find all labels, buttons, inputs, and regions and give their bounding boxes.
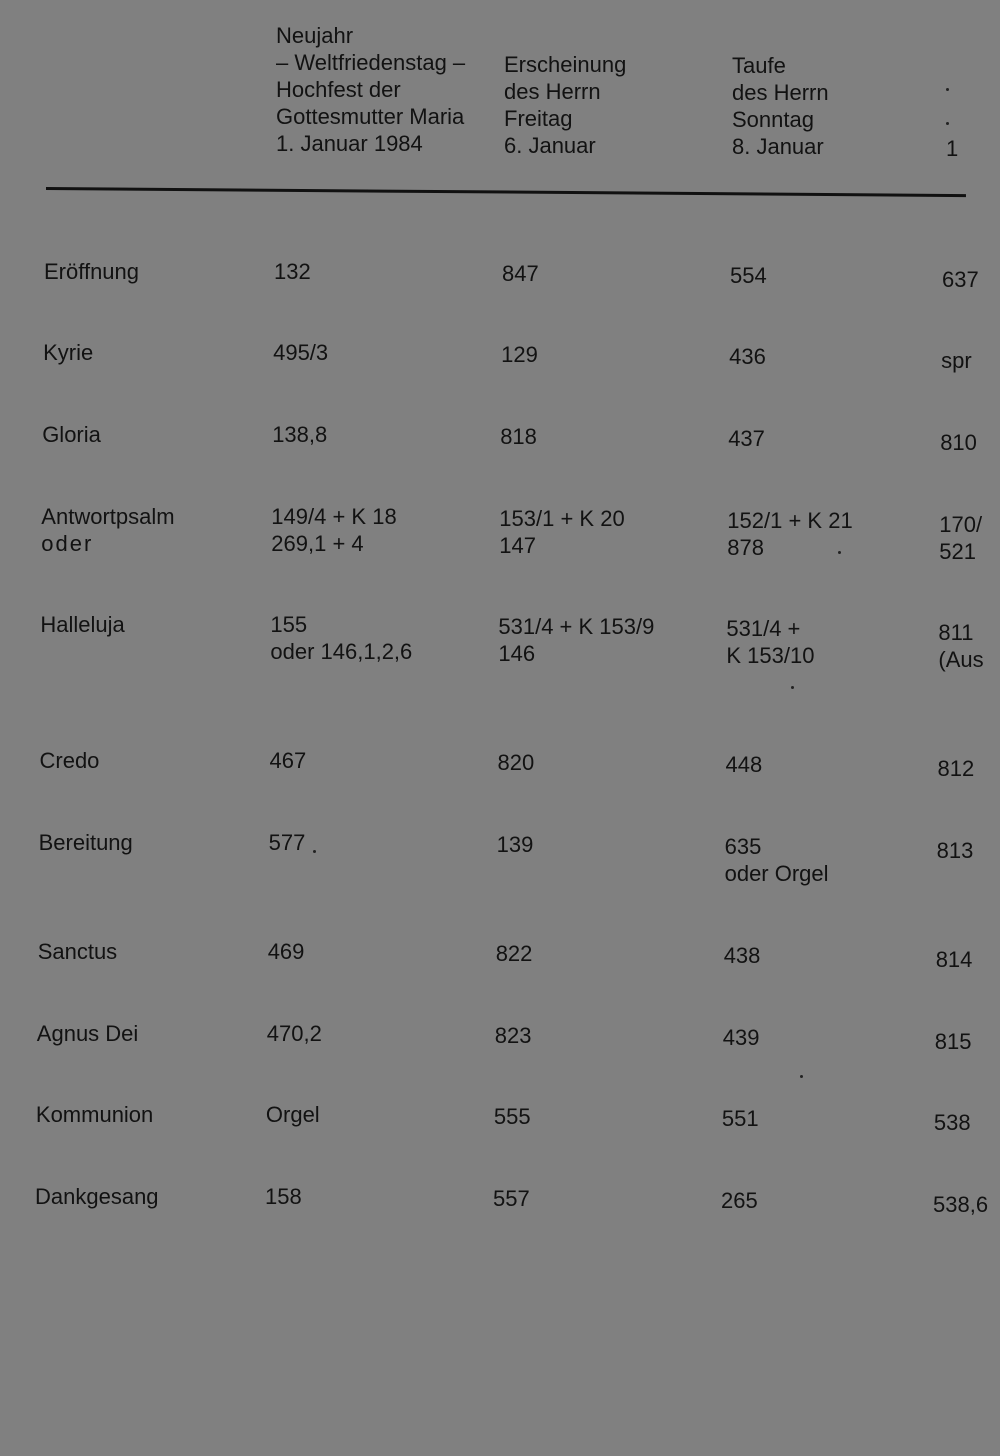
scan-speck: [313, 850, 316, 853]
header-line: Taufe: [732, 53, 786, 78]
cell-fourth: [936, 946, 1000, 973]
cell-line: Sanctus: [37, 939, 118, 964]
cell-fourth: [938, 755, 1000, 782]
cell-line: 812: [937, 756, 975, 781]
cell-line: 495/3: [273, 340, 329, 365]
cell-line: 822: [495, 941, 533, 966]
cell-fourth: [935, 1028, 1000, 1055]
cell-line: 811: [938, 620, 974, 645]
cell-erscheinung: [498, 613, 654, 667]
row-label: [38, 938, 118, 965]
cell-taufe: [730, 262, 767, 289]
cell-line: oder 146,1,2,6: [270, 639, 413, 664]
cell-erscheinung: [498, 749, 535, 776]
row-label: [41, 503, 174, 557]
cell-line: 810: [940, 430, 977, 455]
cell-line: 147: [499, 533, 537, 558]
cell-line: oder: [41, 531, 94, 556]
cell-line: 265: [721, 1188, 758, 1213]
cell-fourth: [942, 266, 1000, 293]
cell-taufe: [726, 615, 814, 669]
cell-neujahr: [270, 611, 412, 665]
cell-line: 146: [498, 641, 536, 666]
scan-speck: [838, 551, 841, 554]
header-line: des Herrn: [732, 80, 829, 105]
cell-line: 153/1 + K 20: [499, 506, 625, 531]
cell-line: 470,2: [266, 1021, 322, 1046]
cell-line: 878: [727, 535, 765, 560]
cell-taufe: [723, 1024, 760, 1051]
cell-fourth: [940, 429, 1000, 456]
header-line: 1. Januar 1984: [276, 131, 423, 156]
header-col-erscheinung: [504, 51, 626, 159]
cell-line: 557: [493, 1186, 530, 1211]
header-line: Neujahr: [276, 23, 354, 48]
cell-taufe: [722, 1105, 759, 1132]
cell-neujahr: [267, 1020, 322, 1047]
cell-line: 813: [936, 838, 974, 863]
cell-line: 467: [269, 748, 307, 773]
header-line: Erscheinung: [504, 52, 627, 77]
cell-line: (Aus: [938, 647, 984, 672]
scan-speck: [946, 122, 949, 125]
cell-line: 823: [494, 1023, 532, 1048]
cell-erscheinung: [497, 831, 534, 858]
cell-line: 149/4 + K 18: [271, 504, 397, 529]
cell-line: Antwortpsalm: [41, 504, 175, 529]
cell-line: 847: [502, 261, 539, 286]
cell-taufe: [729, 343, 766, 370]
cell-taufe: [726, 751, 763, 778]
cell-neujahr: [268, 938, 305, 965]
scan-speck: [791, 686, 794, 689]
cell-neujahr: [269, 829, 306, 856]
row-label: [44, 258, 139, 285]
cell-line: 814: [935, 947, 973, 972]
cell-neujahr: [266, 1101, 320, 1128]
cell-neujahr: [271, 503, 396, 557]
cell-taufe: [725, 833, 829, 887]
cell-line: 448: [725, 752, 763, 777]
row-label: [35, 1183, 159, 1210]
cell-neujahr: [273, 339, 328, 366]
cell-line: Gloria: [42, 422, 101, 447]
row-label: [36, 1101, 153, 1128]
header-line: 1: [946, 136, 959, 161]
row-label: [43, 339, 93, 366]
header-line: Freitag: [504, 106, 573, 131]
cell-line: Kommunion: [35, 1102, 154, 1127]
cell-line: 139: [496, 832, 534, 857]
cell-neujahr: [270, 747, 307, 774]
header-line: 6. Januar: [504, 133, 596, 158]
cell-line: 152/1 + K 21: [727, 508, 853, 533]
cell-erscheinung: [500, 423, 537, 450]
cell-line: Credo: [39, 748, 100, 773]
cell-neujahr: [272, 421, 327, 448]
cell-fourth: [941, 347, 1000, 374]
header-line: Gottesmutter Maria: [276, 104, 465, 129]
cell-line: 555: [493, 1104, 531, 1129]
header-line: – Weltfriedenstag –: [276, 50, 466, 75]
cell-neujahr: [274, 258, 311, 285]
header-line: des Herrn: [504, 79, 601, 104]
scan-speck: [946, 88, 949, 91]
cell-line: Orgel: [265, 1102, 320, 1127]
cell-line: Eröffnung: [44, 259, 140, 284]
cell-line: 269,1 + 4: [271, 531, 364, 556]
cell-erscheinung: [499, 505, 624, 559]
cell-line: 577: [268, 830, 306, 855]
row-label: [37, 1020, 139, 1047]
header-line: Hochfest der: [276, 77, 401, 102]
cell-line: 132: [274, 259, 311, 284]
cell-line: 551: [721, 1106, 759, 1131]
cell-line: K 153/10: [726, 643, 815, 668]
cell-fourth: [938, 619, 1000, 673]
cell-taufe: [727, 507, 852, 561]
cell-line: spr: [941, 348, 972, 373]
cell-line: 439: [722, 1025, 760, 1050]
cell-line: 436: [729, 344, 766, 369]
cell-line: 438: [723, 943, 761, 968]
cell-line: 818: [500, 424, 537, 449]
cell-line: 437: [728, 426, 765, 451]
cell-erscheinung: [496, 940, 533, 967]
cell-line: 637: [942, 267, 979, 292]
cell-line: 554: [730, 263, 767, 288]
cell-line: Dankgesang: [35, 1184, 159, 1209]
cell-neujahr: [265, 1183, 302, 1210]
header-line: 8. Januar: [732, 134, 824, 159]
cell-fourth: [937, 837, 1000, 864]
cell-erscheinung: [501, 341, 538, 368]
cell-line: Bereitung: [38, 830, 133, 855]
cell-line: 138,8: [272, 422, 328, 447]
header-col-fourth-cut: [946, 135, 958, 162]
cell-line: 538,6: [933, 1192, 989, 1217]
cell-line: 531/4 + K 153/9: [498, 614, 655, 639]
cell-line: 815: [934, 1029, 972, 1054]
row-label: [40, 747, 100, 774]
cell-line: 538: [933, 1110, 971, 1135]
cell-line: Agnus Dei: [36, 1021, 139, 1046]
cell-line: 820: [497, 750, 535, 775]
cell-line: 531/4 +: [726, 616, 801, 641]
cell-line: 469: [267, 939, 305, 964]
cell-erscheinung: [493, 1185, 530, 1212]
cell-taufe: [724, 942, 761, 969]
header-col-taufe: [732, 52, 829, 160]
row-label: [39, 829, 133, 856]
scan-speck: [800, 1075, 803, 1078]
cell-fourth: [939, 511, 1000, 565]
cell-taufe: [728, 425, 765, 452]
cell-line: 635: [724, 834, 762, 859]
cell-line: 158: [265, 1184, 302, 1209]
row-label: [42, 421, 101, 448]
cell-fourth: [934, 1109, 1000, 1136]
cell-taufe: [721, 1187, 758, 1214]
cell-line: 155: [270, 612, 308, 637]
cell-erscheinung: [502, 260, 539, 287]
cell-line: Kyrie: [43, 340, 94, 365]
header-col-neujahr: [276, 22, 465, 157]
header-rule: [46, 187, 966, 197]
cell-line: 129: [501, 342, 538, 367]
header-line: Sonntag: [732, 107, 814, 132]
cell-fourth: [933, 1191, 1000, 1218]
cell-line: 170/: [939, 512, 983, 537]
row-label: [40, 611, 124, 638]
cell-erscheinung: [495, 1022, 532, 1049]
cell-erscheinung: [494, 1103, 531, 1130]
cell-line: oder Orgel: [724, 861, 829, 886]
cell-line: 521: [939, 539, 977, 564]
cell-line: Halleluja: [40, 612, 125, 637]
